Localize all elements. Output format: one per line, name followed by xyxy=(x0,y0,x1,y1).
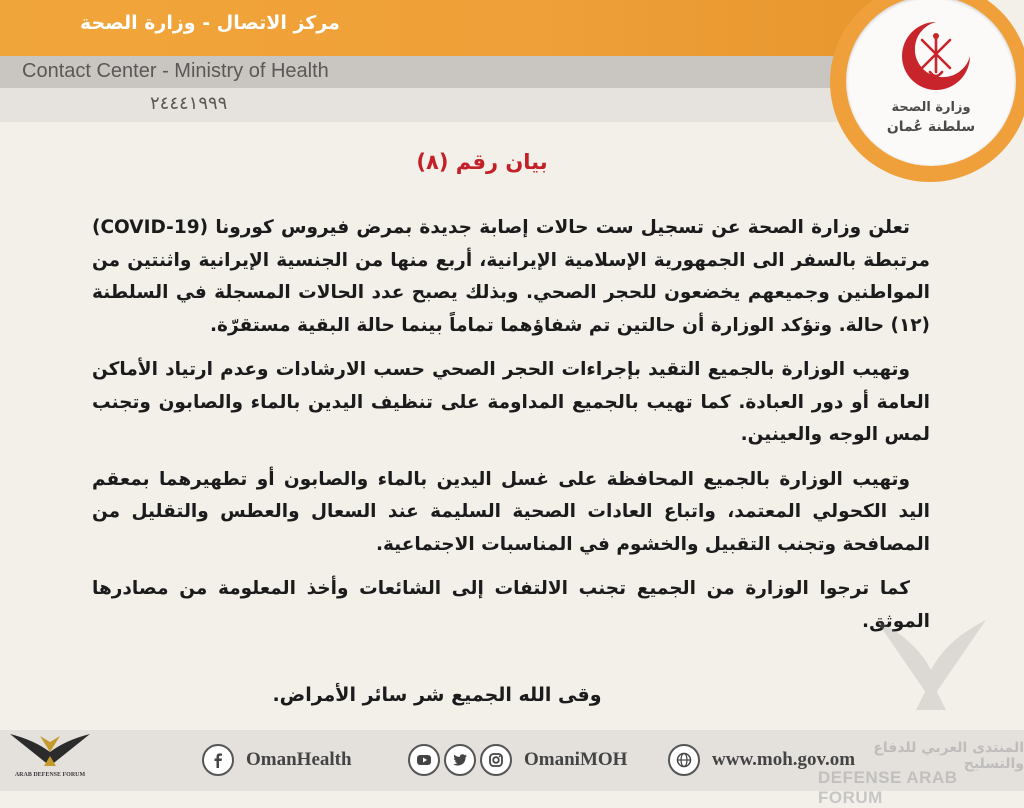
logo-text-ministry: وزارة الصحة xyxy=(891,100,971,115)
statement-closing: وقى الله الجميع شر سائر الأمراض. xyxy=(272,684,602,706)
globe-icon xyxy=(668,744,700,776)
facebook-handle: OmanHealth xyxy=(246,749,352,770)
forum-badge xyxy=(4,722,96,788)
statement-paragraph-1: تعلن وزارة الصحة عن تسجيل ست حالات إصابة جديدة بمرض فيروس كورونا (COVID-19) مرتبطة بالسفر الى الجمهورية الإسلامية الإيرانية، أربع منها من الجنسية الإيرانية واثنتين من المواطنين وجميعهم يخضعون للحجر الصحي. وبذلك يصبح عدد الحالات المسجلة في السلطنة (١٢) حالة. وتؤكد الوزارة أن حالتين تم شفاؤهما تماماً بينما حالة البقية مستقرّة. xyxy=(92,217,930,336)
forum-watermark-wings-icon xyxy=(856,600,1006,730)
watermark-english-text: DEFENSE ARAB FORUM xyxy=(818,768,958,807)
statement-paragraph-2: وتهيب الوزارة بالجميع التقيد بإجراءات الحجر الصحي حسب الارشادات وعدم ارتياد الأماكن العامة أو دور العبادة. كما تهيب بالجميع المداومة على تنظيف اليدين بالماء والصابون وتجنب لمس الوجه والعينين. xyxy=(92,359,930,445)
logo-disc xyxy=(846,0,1016,166)
youtube-icon xyxy=(408,744,440,776)
phone-strip xyxy=(0,88,870,122)
phone-number: ٢٤٤٤١٩٩٩ xyxy=(150,93,228,114)
footer-social-group[interactable] xyxy=(408,744,627,776)
statement-paragraph-3: وتهيب الوزارة بالجميع المحافظة على غسل اليدين بالماء والصابون أو تطهيرهما بمعقم اليد الكحولي المعتمد، واتباع العادات الصحية السليمة عند السعال والعطس والتقليل من المصافحة وتجنب التقبيل والخشوم في المناسبات الاجتماعية. xyxy=(92,468,930,555)
forum-wings-logo-icon xyxy=(4,722,96,772)
statement-title: بيان رقم (٨) xyxy=(416,150,548,174)
logo-text-sultanate: سلطنة عُمان xyxy=(886,119,976,135)
instagram-icon xyxy=(480,744,512,776)
arabic-header-title: مركز الاتصال - وزارة الصحة xyxy=(80,12,340,34)
watermark-arabic-text: المنتدى العربي للدفاع والتسليح xyxy=(873,740,1024,772)
statement-paragraph-4: كما ترجوا الوزارة من الجميع تجنب الالتفات إلى الشائعات وأخذ المعلومة من مصادرها الموثق. xyxy=(92,578,930,632)
twitter-icon xyxy=(444,744,476,776)
statement-body xyxy=(92,212,930,650)
forum-badge-text: ARAB DEFENSE FORUM xyxy=(14,772,86,778)
social-handle: OmaniMOH xyxy=(524,749,628,770)
oman-crescent-emblem-icon xyxy=(896,16,976,96)
facebook-icon xyxy=(202,744,234,776)
footer-facebook[interactable] xyxy=(202,744,352,776)
header-orange-bar xyxy=(0,0,890,56)
website-url: www.moh.gov.om xyxy=(712,749,856,770)
english-header-title: Contact Center - Ministry of Health xyxy=(22,60,329,82)
header-gray-bar xyxy=(0,56,880,88)
